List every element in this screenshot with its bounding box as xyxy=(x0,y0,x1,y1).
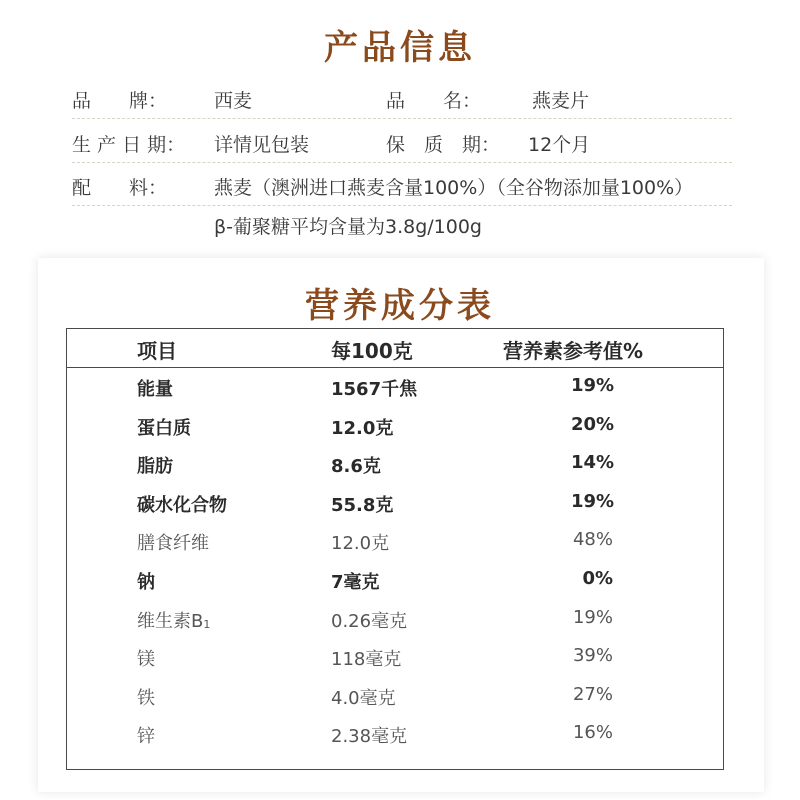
table-row xyxy=(67,678,723,716)
nutrient-name: 蛋白质 xyxy=(137,417,191,439)
info-row-date xyxy=(72,124,732,163)
nutrient-nrv: 14% xyxy=(571,452,615,474)
nutrient-nrv: 19% xyxy=(571,375,615,396)
brand-label: 品 牌： xyxy=(72,90,168,112)
table-row xyxy=(67,369,723,407)
production-date-value: 详情见包装 xyxy=(214,134,310,156)
nutrient-nrv: 39% xyxy=(572,645,613,667)
nutrient-amount: 0.26毫克 xyxy=(331,610,408,632)
table-row xyxy=(67,601,723,639)
nutrient-name: 碳水化合物 xyxy=(137,494,227,516)
nutrient-nrv: 19% xyxy=(572,606,613,628)
table-row xyxy=(67,639,723,677)
table-row xyxy=(67,562,723,600)
product-name-label: 品 名： xyxy=(386,90,482,112)
nutrition-table xyxy=(66,328,724,770)
nutrient-amount: 12.0克 xyxy=(331,533,390,555)
header-per100g: 每100克 xyxy=(331,339,413,363)
ingredients-label: 配 料： xyxy=(72,177,168,199)
info-row-note xyxy=(72,206,732,244)
nutrient-amount: 55.8克 xyxy=(331,494,394,516)
brand-value: 西麦 xyxy=(214,90,253,112)
nutrient-name: 维生素$B_1$ xyxy=(137,610,211,632)
nutrient-nrv: 48% xyxy=(572,529,613,551)
nutrient-nrv: 19% xyxy=(571,490,615,512)
nutrient-nrv: 0% xyxy=(582,568,613,589)
nutrient-name: 脂肪 xyxy=(137,456,173,478)
shelf-life-label: 保 质 期： xyxy=(386,134,501,156)
nutrient-amount: 2.38毫克 xyxy=(331,726,408,748)
ingredients-value: 燕麦（澳洲进口燕麦含量100%）（全谷物添加量100%） xyxy=(214,177,694,199)
nutrient-name: 锌 xyxy=(137,726,155,748)
shelf-life-value: 12个月 xyxy=(528,134,591,156)
nutrient-nrv: 20% xyxy=(571,413,615,435)
nutrient-amount: 8.6克 xyxy=(331,456,381,478)
nutrient-amount: 7毫克 xyxy=(331,572,380,593)
table-row xyxy=(67,408,723,446)
product-info-title: 产品信息 xyxy=(324,28,476,68)
table-row xyxy=(67,446,723,484)
nutrient-name: 能量 xyxy=(137,379,173,400)
nutrient-name: 钠 xyxy=(137,572,155,593)
nutrient-amount: 12.0克 xyxy=(331,417,394,439)
product-name-value: 燕麦片 xyxy=(532,90,590,112)
info-row-ingredients xyxy=(72,167,732,206)
nutrient-nrv: 16% xyxy=(572,722,613,744)
nutrient-name: 铁 xyxy=(137,687,155,709)
nutrient-name-subscript: 1 xyxy=(203,617,211,631)
nutrient-name: 镁 xyxy=(137,649,155,671)
nutrient-name: 膳食纤维 xyxy=(137,533,209,555)
header-item: 项目 xyxy=(137,339,177,363)
production-date-label: 生 产 日 期： xyxy=(72,134,186,156)
nutrient-nrv: 27% xyxy=(572,683,613,705)
nutrient-amount: 1567千焦 xyxy=(331,379,418,400)
beta-glucan-note: β-葡聚糖平均含量为3.8g/100g xyxy=(214,216,482,238)
table-row xyxy=(67,716,723,754)
nutrient-amount: 118毫克 xyxy=(331,649,402,671)
info-row-brand xyxy=(72,80,732,119)
nutrient-amount: 4.0毫克 xyxy=(331,687,396,709)
header-nrv: 营养素参考值% xyxy=(503,339,644,363)
table-row xyxy=(67,485,723,523)
nutrition-table-header xyxy=(67,329,723,368)
table-row xyxy=(67,523,723,561)
nutrition-title: 营养成分表 xyxy=(305,286,495,326)
